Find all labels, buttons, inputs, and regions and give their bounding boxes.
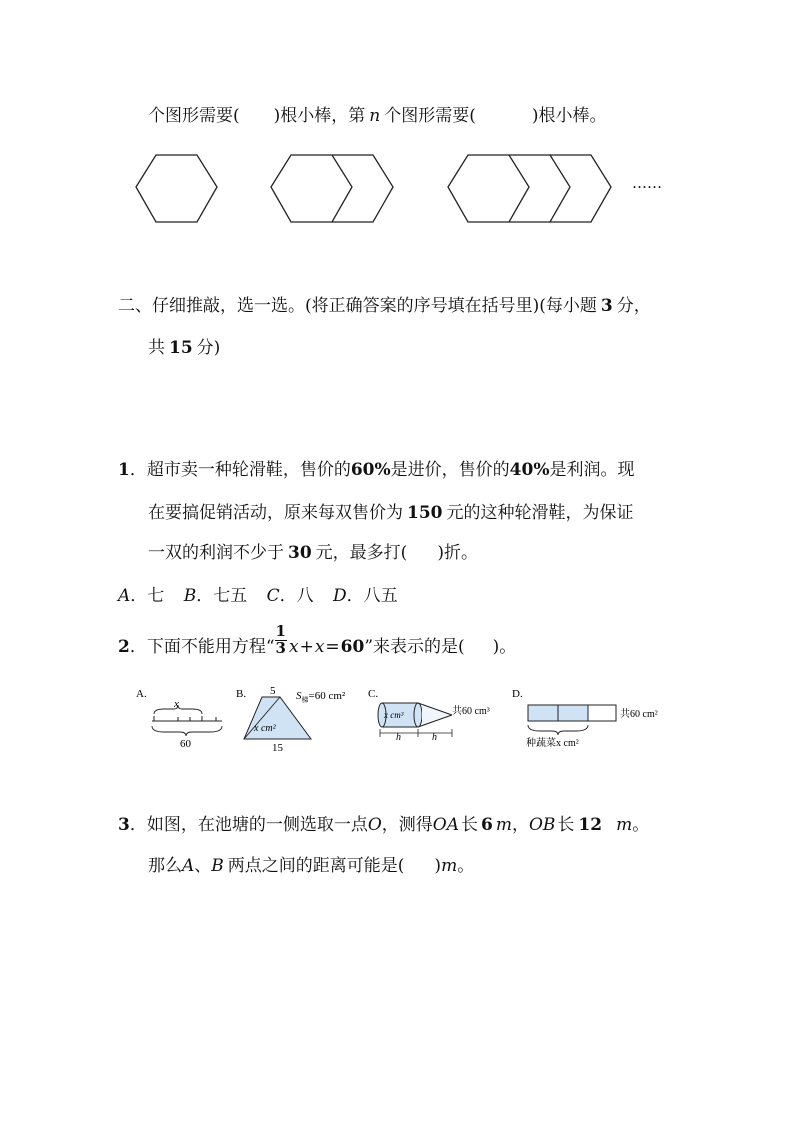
q3-line2-b: 两点之间的距离可能是(: [227, 856, 405, 876]
fig-c-total: 共60 cm³: [452, 706, 490, 717]
q3-line-1: [118, 817, 649, 834]
q1-pct1: 60%: [350, 460, 391, 480]
fig-a-label: A.: [136, 688, 147, 700]
q1-option-b[interactable]: B．七五: [183, 586, 248, 606]
q3-sep: 、: [194, 856, 212, 876]
q1-line3-c: )折。: [437, 543, 478, 563]
q2-pre: ．下面不能用方程“: [129, 636, 275, 657]
intro-n: n: [369, 106, 381, 126]
q3-O: O: [367, 815, 382, 835]
q2-rhs: 60: [340, 636, 365, 657]
fig-b-inner: x cm²: [254, 723, 276, 734]
q2-figures: [130, 683, 690, 763]
fig-a-number-line: [152, 716, 222, 721]
q1-option-a-text: 七: [147, 586, 165, 606]
q3-line1-e: 长: [557, 815, 575, 835]
q1-option-b-letter: B: [183, 586, 197, 606]
q1-option-c[interactable]: C．八: [266, 586, 314, 606]
hexagon-figure-1: [136, 155, 217, 222]
hexagon-figure-3-mid: [509, 155, 570, 222]
section-2-heading-text: 二、仔细推敲，选一选。(将正确答案的序号填在括号里)(每小题: [118, 296, 597, 316]
fig-b-label: B.: [236, 688, 247, 700]
hexagon-stick-figures: [130, 150, 690, 230]
q2-x1: x: [288, 636, 299, 657]
q1-option-d-letter: D: [333, 586, 347, 606]
q1-option-d[interactable]: D．八五: [333, 586, 398, 606]
q1-profit: 30: [288, 543, 312, 563]
fig-c-inner: x cm³: [384, 710, 404, 720]
q3-oa-len: 6: [481, 815, 493, 835]
fig-d-cell-3: [588, 705, 616, 721]
q2-end: )。: [492, 636, 517, 657]
intro-mid2: 个图形需要(: [384, 106, 476, 126]
q2-number: 2: [118, 636, 130, 657]
fig-c-dimension-lines: [380, 729, 452, 737]
q3-line1-f: 。: [632, 815, 650, 835]
intro-pre: 个图形需要(: [148, 106, 240, 126]
q1-line2-b: 元的这种轮滑鞋，为保证: [446, 503, 634, 523]
q2-plus: +: [299, 636, 314, 657]
q2-frac-den: 3: [275, 638, 286, 657]
q1-option-a[interactable]: A．七: [118, 586, 165, 606]
section-2-heading: [118, 298, 651, 315]
fig-b-area-s: S: [296, 690, 302, 702]
fig-d-label: D.: [512, 688, 523, 700]
q1-option-d-text: 八五: [363, 586, 398, 606]
q3-line1-b: ，测得: [381, 815, 433, 835]
q3-line1-d: ，: [511, 815, 529, 835]
q1-options: [118, 588, 398, 605]
q3-line1-c: 长: [461, 815, 478, 835]
q1-pct2: 40%: [509, 460, 550, 480]
q3-OB: OB: [528, 815, 556, 835]
q3-m2: m: [616, 815, 633, 835]
fig-c-h1: h: [396, 732, 401, 743]
section-2-heading-line2: [148, 340, 220, 357]
q1-line3-b: 元，最多打(: [315, 543, 408, 563]
fig-b-area-sub: 梯: [301, 696, 309, 704]
fig-a-total: 60: [180, 738, 191, 750]
q3-ob-len: 12: [578, 815, 603, 835]
q3-OA: OA: [432, 815, 459, 835]
fig-d-cell-1: [528, 705, 558, 721]
q2-frac-num: 1: [275, 622, 286, 640]
intro-mid: )根小棒，第: [273, 106, 366, 126]
hexagon-figure-3-right: [550, 155, 611, 222]
q1-line-3: [148, 545, 478, 562]
q1-line-1: [118, 462, 634, 479]
q3-line1-a: ．如图，在池塘的一侧选取一点: [129, 815, 368, 835]
q1-line1-c: 是利润。现: [549, 460, 635, 480]
q1-line1-b: 是进价，售价的: [390, 460, 510, 480]
section-2-line2-pre: 共: [148, 338, 165, 358]
q3-line2-d: 。: [457, 856, 475, 876]
fig-b-top: 5: [270, 685, 276, 697]
section-2-num2: 15: [169, 338, 193, 358]
section-2-num1: 3: [600, 296, 613, 316]
fig-d-caption: 种蔬菜x cm²: [526, 738, 579, 749]
q3-line2-a: 那么: [148, 856, 182, 876]
q3-number: 3: [118, 815, 130, 835]
q2-post: ”来表示的是(: [364, 636, 465, 657]
q1-option-a-letter: A: [118, 586, 131, 606]
fig-c-cone: [418, 703, 452, 727]
hexagon-figure-2-left: [271, 155, 352, 222]
q3-B: B: [211, 856, 224, 876]
fig-c-label: C.: [368, 688, 379, 700]
q3-m3: m: [441, 856, 458, 876]
q3-line2-c: ): [434, 856, 442, 876]
q1-price: 150: [407, 503, 443, 523]
fig-c-h2: h: [432, 732, 437, 743]
section-2-line2-post: 分): [196, 338, 221, 358]
fig-d-total: 共60 cm²: [620, 709, 658, 720]
q1-line-2: [148, 505, 634, 522]
q1-line2-a: 在要搞促销活动，原来每双售价为: [148, 503, 403, 523]
fig-a-bottom-brace: [152, 726, 222, 736]
hexagon-figure-2-right: [332, 155, 393, 222]
fig-b-area-value: =60 cm²: [308, 690, 346, 702]
q2-line: [118, 622, 517, 657]
q3-line-2: [148, 858, 474, 875]
q1-line3-a: 一双的利润不少于: [148, 543, 284, 563]
intro-post: )根小棒。: [531, 106, 607, 126]
q1-number: 1: [118, 460, 130, 480]
fig-b-bottom: 15: [272, 742, 283, 754]
fig-b-area: [296, 690, 346, 704]
q1-option-c-text: 八: [296, 586, 314, 606]
q1-option-b-text: 七五: [213, 586, 248, 606]
q2-eq: =: [325, 636, 340, 657]
q3-m1: m: [495, 815, 512, 835]
section-2-heading-mid: 分，: [616, 296, 651, 316]
fig-d-cell-2: [558, 705, 588, 721]
q1-line1-a: ．超市卖一种轮滑鞋，售价的: [129, 460, 351, 480]
q3-A: A: [182, 856, 195, 876]
q2-fraction: [275, 624, 287, 657]
q2-x2: x: [314, 636, 325, 657]
fig-d-brace: [528, 725, 588, 735]
q1-option-c-letter: C: [266, 586, 280, 606]
hexagon-figure-3-left: [448, 155, 529, 222]
fig-a-var: x: [174, 698, 179, 710]
ellipsis: ……: [632, 174, 662, 192]
intro-line: [148, 108, 607, 125]
